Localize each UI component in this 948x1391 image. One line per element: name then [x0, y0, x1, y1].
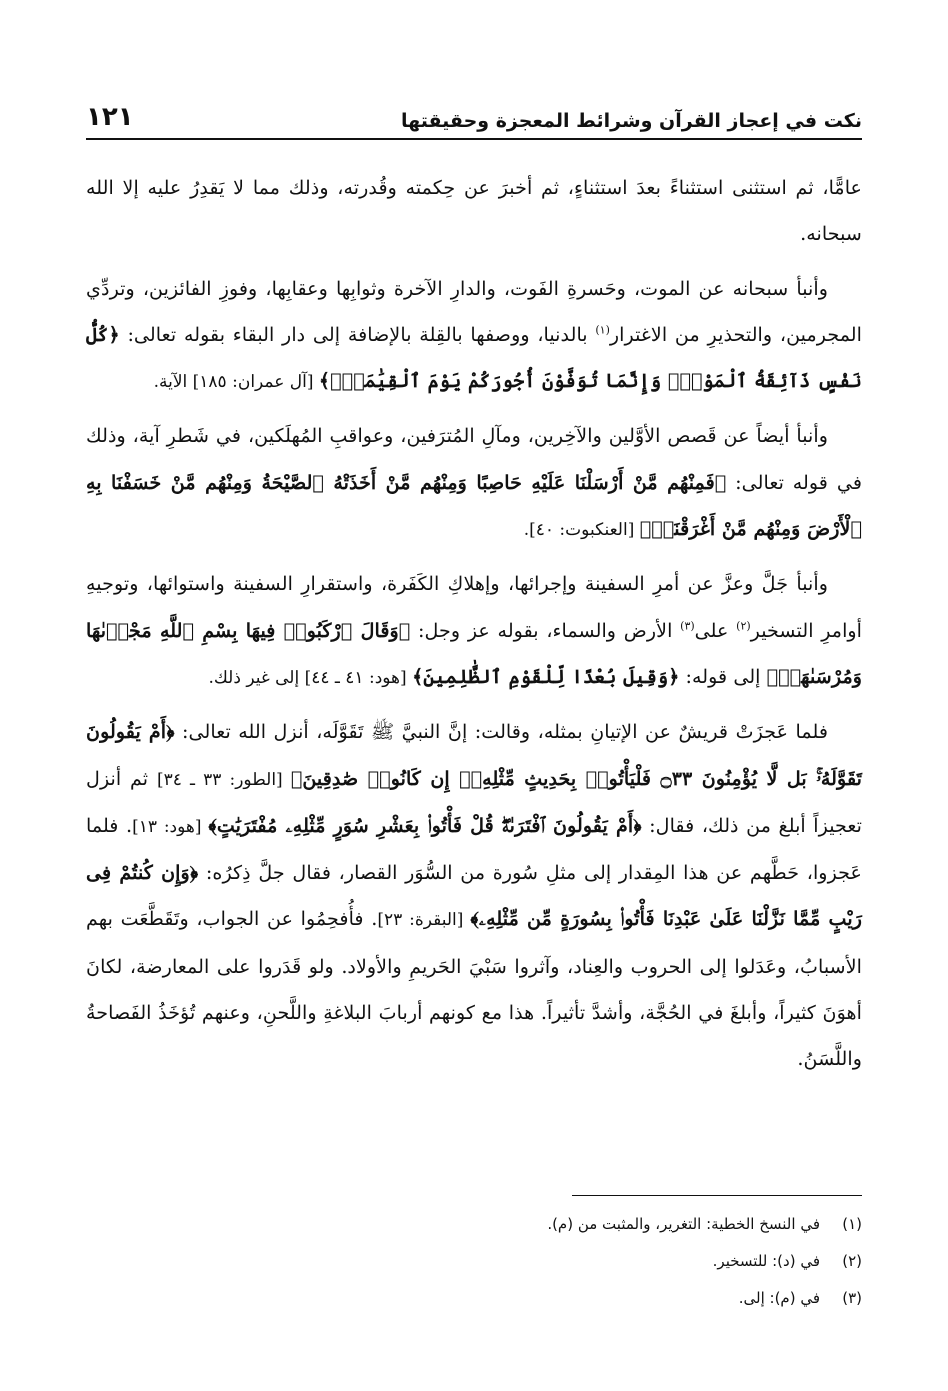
quran-verse: ﴿وَقِيلَ بُعْدًا لِّلْقَوْمِ ٱلظَّٰلِمِينَ﴾: [412, 664, 680, 688]
paragraph-text: الأرض والسماء، بقوله عز وجل:: [410, 618, 681, 642]
main-text: [86, 165, 862, 1091]
paragraph-text: وأنبأ سبحانه عن الموت، وحَسرةِ الفَوت، والدارِ الآخرة وثوابِها وعقابِها، وفوزِ الفائزين، وتردِّي المجرمين، والتحذيرِ من الاغترار: [86, 276, 862, 346]
footnote-text: في (د): للتسخير.: [712, 1252, 820, 1270]
paragraph-text: عامًّا، ثم استثنى استثناءً بعدَ استثناءٍ، ثم أخبرَ عن حِكمته وقُدرته، وذلك مما لا يَقدِرُ عليه إلا الله سبحانه.: [86, 176, 862, 246]
footnote-text: في النسخ الخطية: التغرير، والمثبت من (م).: [547, 1215, 820, 1233]
footnote-ref-1[interactable]: (١): [595, 323, 610, 337]
paragraph-text: . فلما عَجزوا، حَطَّهم عن هذا المِقدار إلى مثلِ سُورة من السُّوَر القصار، فقال جلَّ ذِكرُه:: [86, 813, 862, 885]
paragraph-text: بالدنيا، ووصفها بالقِلة بالإضافة إلى دار البقاء بقوله تعالى:: [119, 322, 596, 346]
quran-verse: ﴿أَمْ يَقُولُونَ تَقَوَّلَهُۥۚ بَل لَّا يُؤْمِنُونَ ۝٣٣ فَلْيَأْتُوا۟ بِحَدِيثٍ مِّثْلِهِۦٓ إِن كَانُوا۟ صَٰدِقِينَ﴾: [86, 720, 862, 790]
quran-verse: ﴿كُلُّ نَفْسٍ ذَآئِقَةُ ٱلْمَوْتِۗ وَإِنَّمَا تُوَفَّوْنَ أُجُورَكُمْ يَوْمَ ٱلْقِيَٰمَةِۖ﴾: [86, 322, 862, 393]
quran-verse: ﴿وَإِن كُنتُمْ فِى رَيْبٍ مِّمَّا نَزَّلْنَا عَلَىٰ عَبْدِنَا فَأْتُوا۟ بِسُورَةٍ مِّن مِّثْلِهِۦ﴾: [86, 861, 862, 931]
quran-verse: ﴿فَمِنْهُم مَّنْ أَرْسَلْنَا عَلَيْهِ حَاصِبًا وَمِنْهُم مَّنْ أَخَذَتْهُ ٱلصَّيْحَةُ وَمِنْهُم مَّنْ خَسَفْنَا بِهِ ٱلْأَرْضَ وَمِنْهُم مَّنْ أَغْرَقْنَاۚ﴾: [86, 470, 862, 541]
footnote-1: [200, 1206, 862, 1243]
paragraph-3: [86, 413, 862, 553]
footnotes: [200, 1206, 862, 1317]
paragraph-5: [86, 709, 862, 1082]
verse-reference: [الطور: ٣٣ ـ ٣٤]: [156, 769, 291, 790]
page-number: ١٢١: [86, 102, 134, 132]
paragraph-text: إلى قوله:: [679, 664, 767, 688]
footnote-ref-3[interactable]: (٣): [680, 619, 695, 633]
quran-verse: ﴿وَقَالَ ٱرْكَبُوا۟ فِيهَا بِسْمِ ٱللَّهِ مَجْر۪ىٰهَا وَمُرْسَىٰهَآۚ﴾: [86, 618, 862, 688]
paragraph-text: فلما عَجزَتْ قريشٌ عن الإتيانِ بمثله، وقالت: إنَّ النبيَّ ﷺ تَقَوَّلَه، أنزل الله تعالى:: [174, 720, 828, 744]
paragraph-2: [86, 266, 862, 406]
verse-reference: [هود: ١٣]: [132, 816, 209, 837]
paragraph-text: ثم أنزل تعجيزاً أبلغ من ذلك، فقال:: [86, 766, 862, 837]
paragraph-text: . فأُفحِمُوا عن الجواب، وتَقَطَّعَت بهم الأسبابُ، وعَدَلوا إلى الحروب والعِناد، وآثروا سَبْيَ الحَريمِ والأولاد. ولو قَدَروا على المعارضة، لكانَ أهوَنَ كثيراً، وأبلغَ في الحُجَّة، وأشدَّ تأثيراً. هذا مع كونهم أربابَ البلاغةِ واللَّحنِ، وعنهم تُؤخَذُ الفَصاحةُ واللَّسَنُ.: [86, 907, 862, 1071]
footnote-divider: [572, 1195, 862, 1196]
paragraph-text: على: [694, 618, 737, 642]
quran-verse: ﴿أَمْ يَقُولُونَ ٱفْتَرَىٰهُۖ قُلْ فَأْتُوا۟ بِعَشْرِ سُوَرٍ مِّثْلِهِۦ مُفْتَرَيَٰتٍ﴾: [208, 813, 642, 837]
footnote-number: (٢): [842, 1252, 862, 1270]
verse-reference: [العنكبوت: ٤٠].: [523, 520, 640, 541]
verse-reference: [البقرة: ٢٣]: [377, 910, 471, 931]
footnote-3: [200, 1280, 862, 1317]
footnote-2: [200, 1243, 862, 1280]
paragraph-text: وأنبأ أيضاً عن قَصص الأوَّلين والآخِرين، ومآلِ المُترَفين، وعواقبِ المُهلَكين، في شَطرِ آية، وذلك في قوله تعالى:: [86, 424, 862, 494]
paragraph-4: [86, 561, 862, 701]
verse-reference: [هود: ٤١ ـ ٤٤] إلى غير ذلك.: [208, 667, 413, 688]
footnote-number: (١): [842, 1215, 862, 1233]
page-header: [86, 92, 862, 140]
verse-reference: [آل عمران: ١٨٥] الآية.: [153, 372, 319, 393]
running-title: نكت في إعجاز القرآن وشرائط المعجزة وحقيقتها: [401, 110, 862, 132]
paragraph-text: وأنبأ جَلَّ وعزَّ عن أمرِ السفينة وإجرائها، وإهلاكِ الكَفَرة، واستقرارِ السفينة واستوائها، وتوجيهِ أوامرِ التسخير: [86, 572, 862, 642]
footnote-ref-2[interactable]: (٢): [736, 619, 751, 633]
footnote-number: (٣): [842, 1289, 862, 1307]
footnote-text: في (م): إلى.: [738, 1289, 820, 1307]
paragraph-1: [86, 165, 862, 258]
